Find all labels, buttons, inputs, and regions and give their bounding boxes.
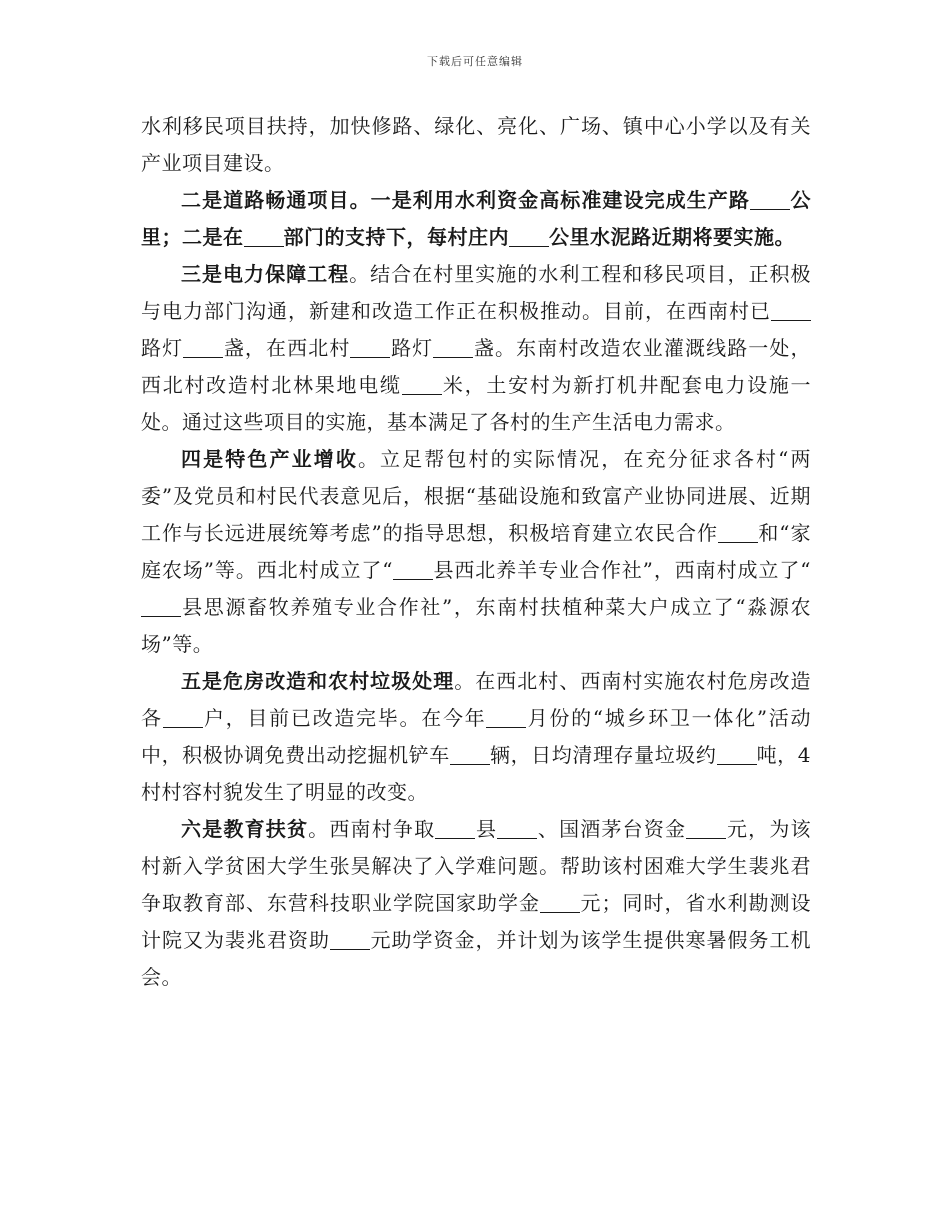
paragraph-text: 元；同时，省水利勘测设计院又为裴兆君资助 bbox=[141, 891, 811, 952]
paragraph-power-project bbox=[141, 256, 811, 441]
paragraph-text: 二是道路畅通项目。一是利用水利资金高标准建设完成生产路 bbox=[181, 188, 750, 212]
paragraph-text: 盏。东南村改造农业灌溉线路一处，西北村改造村北林果地电缆 bbox=[141, 336, 812, 397]
fill-in-blank bbox=[686, 818, 726, 839]
fill-in-blank bbox=[497, 818, 537, 839]
paragraph-intro-continuation bbox=[141, 108, 811, 182]
fill-in-blank bbox=[750, 189, 790, 210]
fill-in-blank bbox=[718, 522, 758, 543]
paragraph-heading: 六是教育扶贫 bbox=[181, 817, 309, 841]
paragraph-text: 盏，在西北村 bbox=[223, 336, 351, 360]
paragraph-text: 月份的“城乡环卫一体化”活动中，积极协调免费出动挖掘机铲车 bbox=[141, 706, 812, 767]
paragraph-heading: 四是特色产业增收 bbox=[181, 447, 358, 471]
paragraph-text: 元助学资金，并计划为该学生提供寒暑假务工机会。 bbox=[141, 928, 811, 989]
fill-in-blank bbox=[771, 300, 811, 321]
paragraph-text: 县思源畜牧养殖专业合作社”，东南村扶植种菜大户成立了“淼源农场”等。 bbox=[141, 595, 811, 656]
paragraph-text: 、国酒茅台资金 bbox=[537, 817, 687, 841]
fill-in-blank bbox=[163, 707, 203, 728]
paragraph-text: 。立足帮包村的实际情况，在充分征求各村“两委”及党员和村民代表意见后，根据“基础设施和致富产业协同进展、近期工作与长远进展统筹考虑”的指导思想，积极培育建立农民合作 bbox=[141, 447, 811, 545]
paragraph-text: 公里；二是在 bbox=[141, 188, 812, 249]
paragraph-text: 。西南村争取 bbox=[308, 817, 436, 841]
paragraph-text: 县西北养羊专业合作社”，西南村成立了“ bbox=[433, 558, 812, 582]
paragraph-education-project bbox=[141, 811, 811, 996]
paragraph-heading: 三是电力保障工程 bbox=[181, 262, 350, 286]
paragraph-text: 米，土安村为新打机井配套电力设施一处。通过这些项目的实施，基本满足了各村的生产生活电力需求。 bbox=[141, 373, 812, 434]
paragraph-text: 和“家庭农场”等。西北村成立了“ bbox=[141, 521, 811, 582]
page-header: 下载后可任意编辑 bbox=[427, 55, 523, 68]
paragraph-road-project bbox=[141, 182, 811, 256]
paragraph-text: 。结合在村里实施的水利工程和移民项目，正积极与电力部门沟通，新建和改造工作正在积极推动。目前，在西南村已 bbox=[141, 262, 812, 323]
paragraph-housing-waste-project bbox=[141, 663, 811, 811]
fill-in-blank bbox=[330, 929, 370, 950]
paragraph-heading: 五是危房改造和农村垃圾处理 bbox=[181, 669, 455, 693]
fill-in-blank bbox=[717, 744, 757, 765]
paragraph-text: 元，为该村新入学贫困大学生张昊解决了入学难问题。帮助该村困难大学生裴兆君争取教育部、东营科技职业学院国家助学金 bbox=[141, 817, 812, 915]
paragraph-text: 吨，4村村容村貌发生了明显的改变。 bbox=[141, 743, 812, 804]
fill-in-blank bbox=[244, 226, 284, 247]
paragraph-text: 辆，日均清理存量垃圾约 bbox=[489, 743, 717, 767]
paragraph-text: 路灯 bbox=[390, 336, 434, 360]
paragraph-text: 县 bbox=[475, 817, 498, 841]
fill-in-blank bbox=[350, 337, 390, 358]
fill-in-blank bbox=[183, 337, 223, 358]
fill-in-blank bbox=[393, 559, 433, 580]
paragraph-text: 。在西北村、西南村实施农村危房改造各 bbox=[141, 669, 812, 730]
paragraph-text: 公里水泥路近期将要实施。 bbox=[549, 225, 795, 249]
fill-in-blank bbox=[509, 226, 549, 247]
fill-in-blank bbox=[402, 374, 442, 395]
fill-in-blank bbox=[433, 337, 473, 358]
paragraph-text: 水利移民项目扶持，加快修路、绿化、亮化、广场、镇中心小学以及有关产业项目建设。 bbox=[141, 114, 811, 175]
fill-in-blank bbox=[435, 818, 475, 839]
fill-in-blank bbox=[141, 596, 181, 617]
paragraph-text: 部门的支持下，每村庄内 bbox=[283, 225, 509, 249]
paragraph-text: 户，目前已改造完毕。在今年 bbox=[202, 706, 487, 730]
paragraph-industry-project bbox=[141, 441, 811, 663]
fill-in-blank bbox=[486, 707, 526, 728]
fill-in-blank bbox=[450, 744, 490, 765]
fill-in-blank bbox=[540, 892, 580, 913]
paragraph-text: 路灯 bbox=[141, 336, 184, 360]
document-body bbox=[141, 108, 811, 996]
